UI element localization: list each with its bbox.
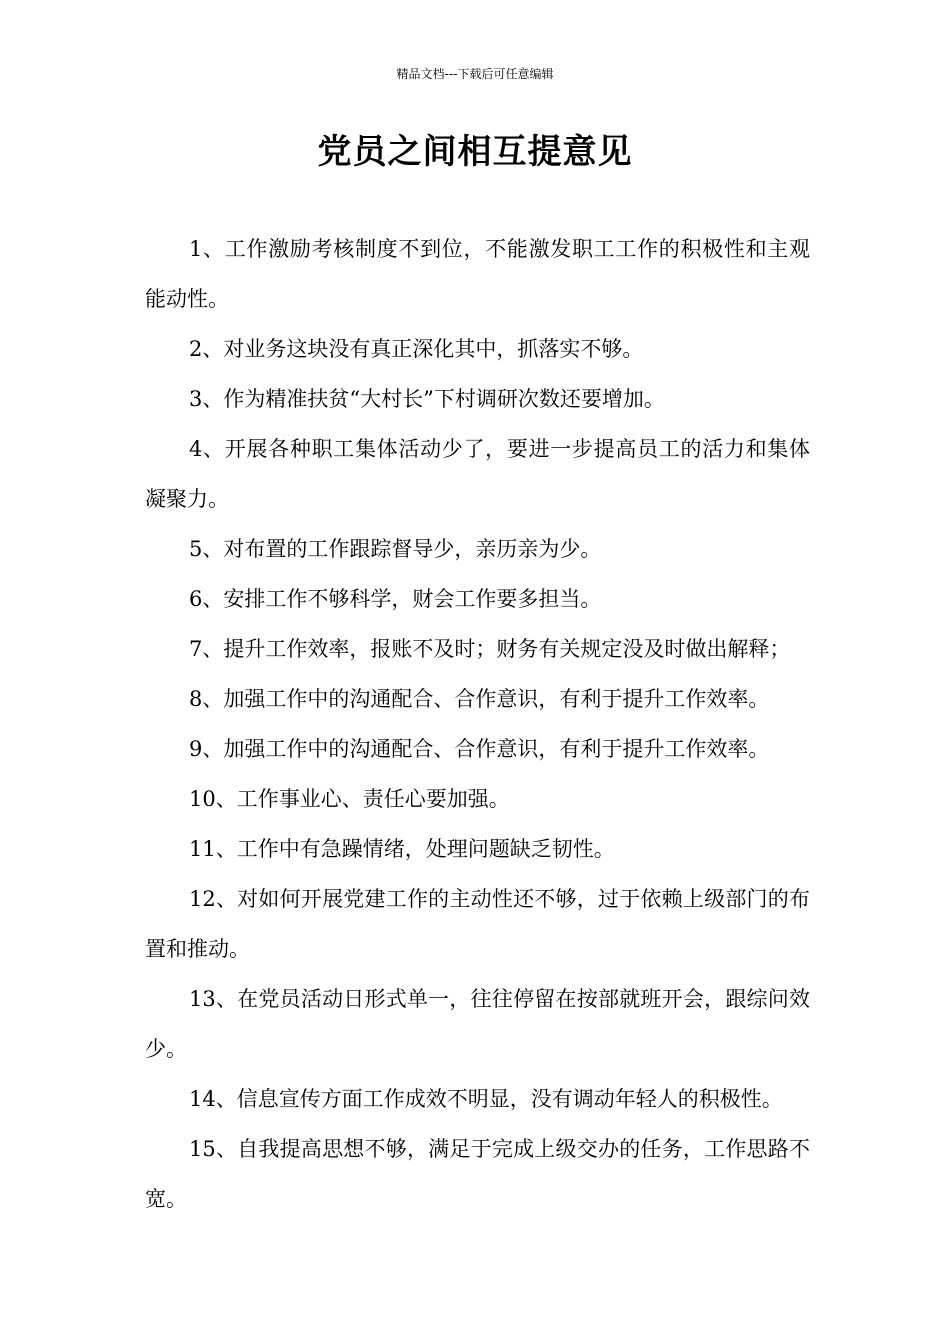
paragraph-13: 13、在党员活动日形式单一，往往停留在按部就班开会，跟综问效少。 (145, 987, 810, 1061)
page-header: 精品文档---下载后可任意编辑 (396, 67, 554, 81)
paragraph-10: 10、工作事业心、责任心要加强。 (189, 787, 510, 811)
paragraph-7: 7、提升工作效率，报账不及时；财务有关规定没及时做出解释； (189, 637, 791, 661)
paragraph-3: 3、作为精准扶贫“大村长”下村调研次数还要增加。 (189, 387, 665, 411)
document-body (145, 224, 810, 1224)
paragraph-1: 1、工作激励考核制度不到位，不能激发职工工作的积极性和主观能动性。 (145, 237, 810, 311)
paragraph-11: 11、工作中有急躁情绪，处理问题缺乏韧性。 (189, 837, 615, 861)
paragraph-12: 12、对如何开展党建工作的主动性还不够，过于依赖上级部门的布置和推动。 (145, 887, 810, 961)
paragraph-8: 8、加强工作中的沟通配合、合作意识，有利于提升工作效率。 (189, 687, 770, 711)
paragraph-5: 5、对布置的工作跟踪督导少，亲历亲为少。 (189, 537, 602, 561)
paragraph-6: 6、安排工作不够科学，财会工作要多担当。 (189, 587, 602, 611)
paragraph-4: 4、开展各种职工集体活动少了，要进一步提高员工的活力和集体凝聚力。 (145, 437, 810, 511)
paragraph-14: 14、信息宣传方面工作成效不明显，没有调动年轻人的积极性。 (189, 1087, 783, 1111)
document-title: 党员之间相互提意见 (317, 132, 633, 172)
paragraph-15: 15、自我提高思想不够，满足于完成上级交办的任务，工作思路不宽。 (145, 1137, 810, 1211)
paragraph-2: 2、对业务这块没有真正深化其中，抓落实不够。 (189, 337, 644, 361)
paragraph-9: 9、加强工作中的沟通配合、合作意识，有利于提升工作效率。 (189, 737, 770, 761)
